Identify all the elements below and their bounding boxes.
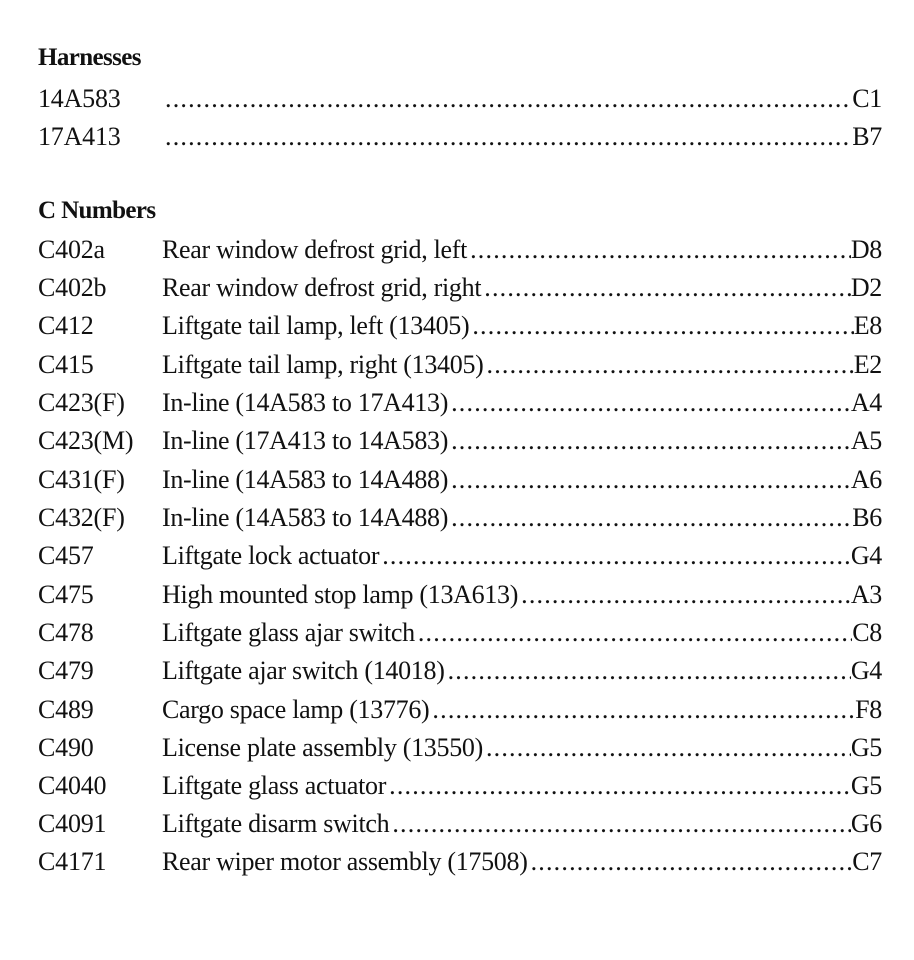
- connector-row: [38, 424, 882, 458]
- grid-location: G4: [850, 541, 882, 570]
- connector-description: High mounted stop lamp (13A613): [162, 580, 519, 609]
- connector-code: C478: [38, 618, 94, 647]
- connector-code: C402b: [38, 273, 107, 302]
- harness-code: 14A583: [38, 84, 121, 113]
- grid-location: D8: [850, 235, 882, 264]
- connector-description: In-line (17A413 to 14A583): [162, 426, 449, 455]
- dot-leader: [487, 348, 854, 382]
- grid-location: B6: [852, 503, 882, 532]
- grid-location: A3: [850, 580, 882, 609]
- connector-code: C489: [38, 695, 94, 724]
- grid-location: C8: [852, 618, 882, 647]
- connector-row: [38, 731, 882, 765]
- connector-row: [38, 309, 882, 343]
- connector-description: License plate assembly (13550): [162, 733, 483, 762]
- connector-row: [38, 539, 882, 573]
- grid-location: E2: [853, 350, 882, 379]
- connector-row: [38, 463, 882, 497]
- connector-code: C479: [38, 656, 94, 685]
- connector-description: Rear wiper motor assembly (17508): [162, 847, 528, 876]
- connector-code: C475: [38, 580, 94, 609]
- c-numbers-heading: C Numbers: [38, 197, 156, 224]
- dot-leader: [531, 845, 853, 879]
- connector-code: C4171: [38, 847, 107, 876]
- dot-leader: [451, 463, 851, 497]
- dot-leader: [382, 539, 851, 573]
- connector-code: C432(F): [38, 503, 125, 532]
- connector-row: [38, 616, 882, 650]
- dot-leader: [486, 731, 851, 765]
- connector-row: [38, 654, 882, 688]
- connector-code: C402a: [38, 235, 105, 264]
- harness-code: 17A413: [38, 122, 121, 151]
- dot-leader: [389, 769, 851, 803]
- dot-leader: [392, 807, 850, 841]
- dot-leader: [165, 82, 852, 116]
- connector-row: [38, 386, 882, 420]
- grid-location: G5: [850, 733, 882, 762]
- connector-row: [38, 769, 882, 803]
- connector-row: [38, 233, 882, 267]
- connector-code: C412: [38, 311, 94, 340]
- grid-location: G5: [850, 771, 882, 800]
- connector-code: C457: [38, 541, 94, 570]
- dot-leader: [418, 616, 852, 650]
- harness-row: [38, 82, 882, 116]
- connector-description: Liftgate glass ajar switch: [162, 618, 415, 647]
- harness-row: [38, 120, 882, 154]
- connector-description: Liftgate tail lamp, left (13405): [162, 311, 470, 340]
- grid-location: E8: [853, 311, 882, 340]
- dot-leader: [448, 654, 851, 688]
- connector-row: [38, 501, 882, 535]
- connector-description: Liftgate disarm switch: [162, 809, 390, 838]
- grid-location: C1: [852, 84, 882, 113]
- connector-code: C431(F): [38, 465, 125, 494]
- dot-leader: [470, 233, 851, 267]
- connector-row: [38, 578, 882, 612]
- grid-location: G4: [850, 656, 882, 685]
- connector-code: C423(F): [38, 388, 125, 417]
- connector-row: [38, 271, 882, 305]
- connector-description: In-line (14A583 to 17A413): [162, 388, 449, 417]
- dot-leader: [165, 120, 852, 154]
- connector-code: C423(M): [38, 426, 134, 455]
- connector-description: Liftgate glass actuator: [162, 771, 387, 800]
- dot-leader: [521, 578, 851, 612]
- grid-location: D2: [850, 273, 882, 302]
- connector-row: [38, 693, 882, 727]
- grid-location: A4: [850, 388, 882, 417]
- connector-description: Cargo space lamp (13776): [162, 695, 430, 724]
- dot-leader: [484, 271, 851, 305]
- connector-description: Rear window defrost grid, left: [162, 235, 468, 264]
- connector-description: Liftgate tail lamp, right (13405): [162, 350, 484, 379]
- dot-leader: [451, 386, 851, 420]
- dot-leader: [451, 424, 851, 458]
- grid-location: A6: [850, 465, 882, 494]
- connector-description: Liftgate lock actuator: [162, 541, 380, 570]
- grid-location: C7: [852, 847, 882, 876]
- dot-leader: [451, 501, 852, 535]
- connector-code: C490: [38, 733, 94, 762]
- connector-code: C4040: [38, 771, 107, 800]
- grid-location: F8: [855, 695, 882, 724]
- connector-row: [38, 348, 882, 382]
- grid-location: A5: [850, 426, 882, 455]
- connector-description: In-line (14A583 to 14A488): [162, 465, 449, 494]
- connector-description: Rear window defrost grid, right: [162, 273, 482, 302]
- connector-code: C4091: [38, 809, 107, 838]
- connector-code: C415: [38, 350, 94, 379]
- grid-location: G6: [850, 809, 882, 838]
- harnesses-heading: Harnesses: [38, 44, 141, 71]
- dot-leader: [472, 309, 853, 343]
- connector-row: [38, 807, 882, 841]
- connector-description: Liftgate ajar switch (14018): [162, 656, 445, 685]
- connector-description: In-line (14A583 to 14A488): [162, 503, 449, 532]
- grid-location: B7: [852, 122, 882, 151]
- connector-row: [38, 845, 882, 879]
- dot-leader: [432, 693, 855, 727]
